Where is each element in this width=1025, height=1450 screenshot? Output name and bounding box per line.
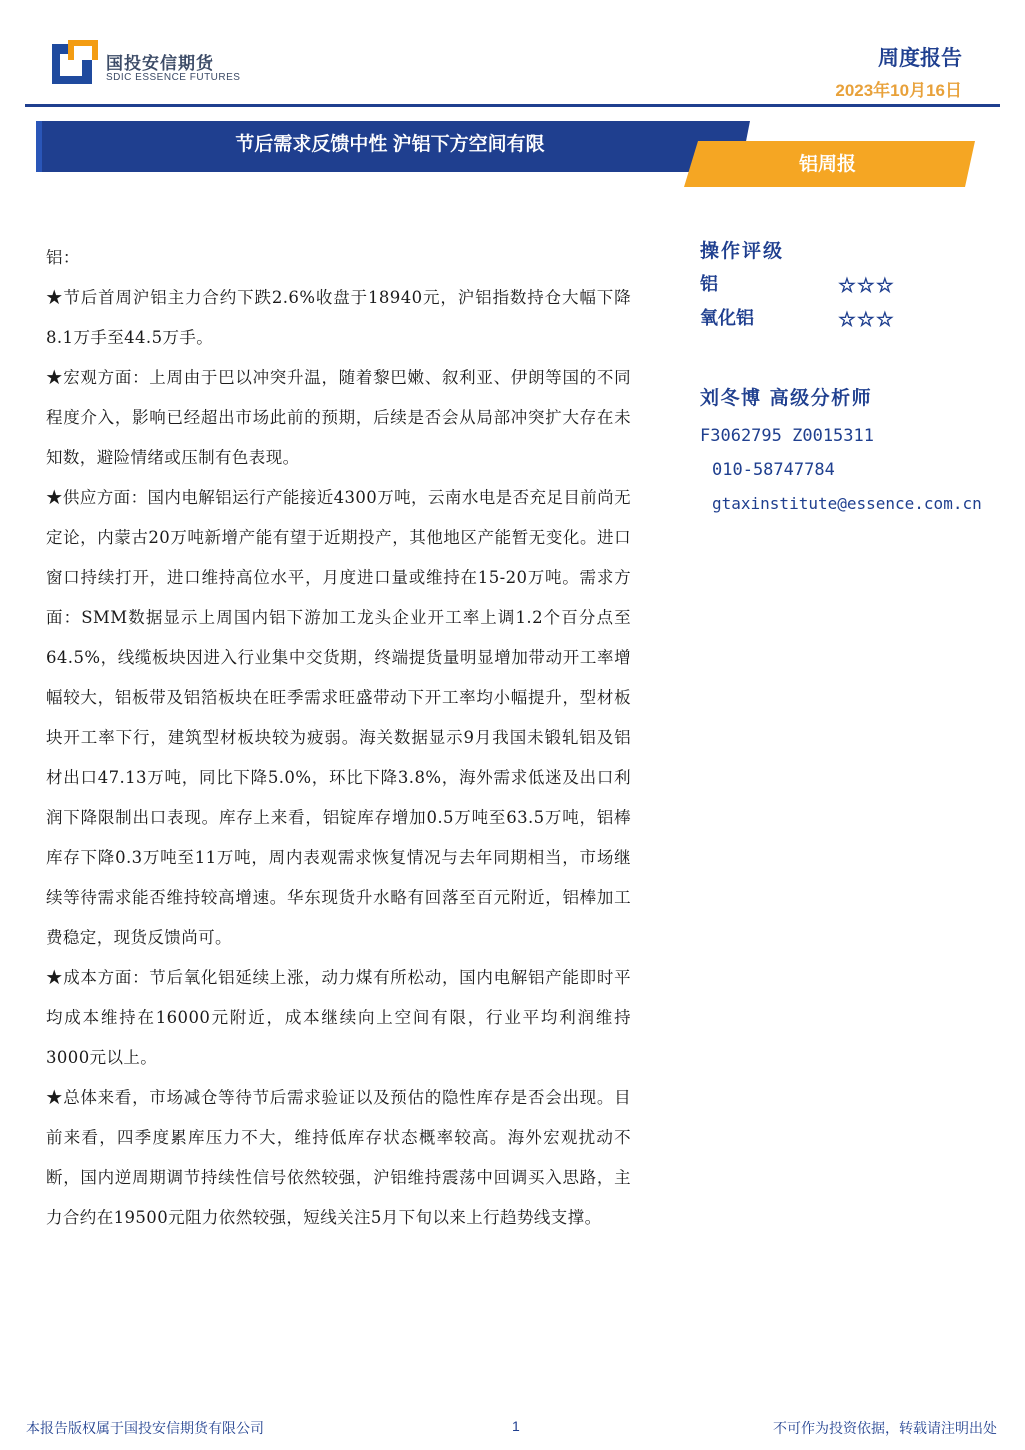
- brand-name-english: SDIC ESSENCE FUTURES: [106, 72, 241, 83]
- rating-row: [700, 268, 1020, 302]
- report-type: 周度报告: [878, 47, 962, 70]
- paragraph-cost: ★成本方面：节后氧化铝延续上涨，动力煤有所松动，国内电解铝产能即时平均成本维持在16000元附近，成本继续向上空间有限，行业平均利润维持3000元以上。: [46, 968, 631, 1067]
- report-body: [46, 238, 631, 1238]
- brand-name: 国投安信期货: [106, 54, 214, 73]
- rating-stars: ☆☆☆: [838, 307, 895, 331]
- paragraph-supply-demand: ★供应方面：国内电解铝运行产能接近4300万吨，云南水电是否充足目前尚无定论，内蒙古20万吨新增产能有望于近期投产，其他地区产能暂无变化。进口窗口持续打开，进口维持高位水平，月度进口量或维持在15-20万吨。需求方面：SMM数据显示上周国内铝下游加工龙头企业开工率上调1.2个百分点至64.5%，线缆板块因进入行业集中交货期，终端提货量明显增加带动开工率增幅较大，铝板带及铝箔板块在旺季需求旺盛带动下开工率均小幅提升，型材板块开工率下行，建筑型材板块较为疲弱。海关数据显示9月我国未锻轧铝及铝材出口47.13万吨，同比下降5.0%，环比下降3.8%，海外需求低迷及出口利润下降限制出口表现。库存上来看，铝锭库存增加0.5万吨至63.5万吨，铝棒库存下降0.3万吨至11万吨，周内表观需求恢复情况与去年同期相当，市场继续等待需求能否维持较高增速。华东现货升水略有回落至百元附近，铝棒加工费稳定，现货反馈尚可。: [46, 488, 631, 947]
- analyst-phone: 010-58747784: [712, 460, 835, 480]
- footer-copyright: 本报告版权属于国投安信期货有限公司: [26, 1420, 264, 1436]
- paragraph-market: ★节后首周沪铝主力合约下跌2.6%收盘于18940元，沪铝指数持仓大幅下降8.1万手至44.5万手。: [46, 288, 631, 347]
- analyst-email: gtaxinstitute@essence.com.cn: [712, 494, 982, 513]
- analyst-name: 刘冬博 高级分析师: [700, 387, 873, 409]
- rating-heading: 操作评级: [700, 240, 785, 262]
- rating-panel: [700, 234, 1020, 336]
- report-title: 节后需求反馈中性 沪铝下方空间有限: [235, 134, 545, 155]
- report-category-tag: 铝周报: [798, 154, 856, 175]
- rating-stars: ☆☆☆: [838, 273, 895, 297]
- rating-row: [700, 302, 1020, 336]
- paragraph-heading: 铝：: [46, 248, 80, 267]
- page-number: 1: [512, 1418, 520, 1434]
- paragraph-macro: ★宏观方面：上周由于巴以冲突升温，随着黎巴嫩、叙利亚、伊朗等国的不同程度介入，影响已经超出市场此前的预期，后续是否会从局部冲突扩大存在未知数，避险情绪或压制有色表现。: [46, 368, 631, 467]
- analyst-info: [700, 383, 1020, 521]
- paragraph-summary: ★总体来看，市场减仓等待节后需求验证以及预估的隐性库存是否会出现。目前来看，四季度累库压力不大，维持低库存状态概率较高。海外宏观扰动不断，国内逆周期调节持续性信号依然较强，沪铝维持震荡中回调买入思路，主力合约在19500元阻力依然较强，短线关注5月下旬以来上行趋势线支撑。: [46, 1088, 631, 1227]
- analyst-license-ids: F3062795 Z0015311: [700, 426, 874, 446]
- report-date: 2023年10月16日: [835, 81, 962, 100]
- footer-disclaimer: 不可作为投资依据，转载请注明出处: [773, 1420, 997, 1436]
- rating-product-name: 铝: [700, 274, 718, 295]
- rating-product-name: 氧化铝: [700, 308, 754, 329]
